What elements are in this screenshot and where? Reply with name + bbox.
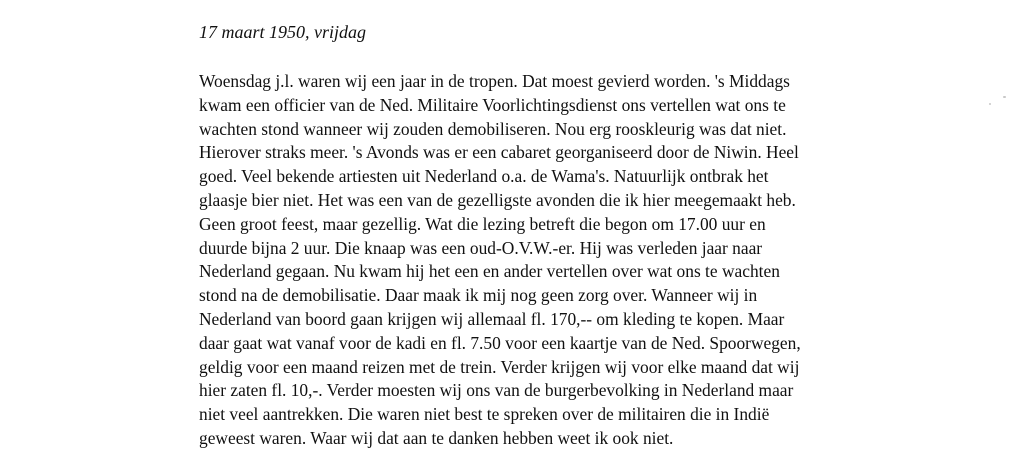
text-line: geldig voor een maand reizen met de trein. Verder krijgen wij voor elke maand dat wij (199, 356, 800, 377)
text-line: kwam een officier van de Ned. Militaire Voorlichtingsdienst ons vertellen wat ons te (199, 94, 786, 115)
diary-entry-body (199, 70, 999, 451)
diary-date-heading: 17 maart 1950, vrijdag (199, 22, 367, 42)
text-line: goed. Veel bekende artiesten uit Nederland o.a. de Wama's. Natuurlijk ontbrak het (199, 166, 769, 187)
text-line: wachten stond wanneer wij zouden demobiliseren. Nou erg rooskleurig was dat niet. (199, 118, 787, 139)
text-line: Hierover straks meer. 's Avonds was er een cabaret georganiseerd door de Niwin. Heel (199, 142, 799, 163)
text-line: daar gaat wat vanaf voor de kadi en fl. 7.50 voor een kaartje van de Ned. Spoorwegen, (199, 332, 801, 353)
text-line: Nederland gegaan. Nu kwam hij het een en ander vertellen over wat ons te wachten (199, 261, 780, 282)
text-line: hier zaten fl. 10,-. Verder moesten wij ons van de burgerbevolking in Nederland maar (199, 380, 794, 401)
text-line: niet veel aantrekken. Die waren niet best te spreken over de militairen die in Indië (199, 404, 770, 425)
scan-speck (989, 103, 991, 105)
text-line: Geen groot feest, maar gezellig. Wat die lezing betreft die begon om 17.00 uur en (199, 213, 766, 234)
text-line: duurde bijna 2 uur. Die knaap was een oud-O.V.W.-er. Hij was verleden jaar naar (199, 237, 763, 258)
text-line: geweest waren. Waar wij dat aan te danken hebben weet ik ook niet. (199, 427, 674, 448)
text-line: Woensdag j.l. waren wij een jaar in de tropen. Dat moest gevierd worden. 's Middags (199, 71, 790, 91)
text-line: Nederland van boord gaan krijgen wij allemaal fl. 170,-- om kleding te kopen. Maar (199, 308, 785, 329)
text-line: glaasje bier niet. Het was een van de gezelligste avonden die ik hier meegemaakt heb. (199, 189, 796, 210)
scan-speck (1003, 96, 1006, 98)
text-line: stond na de demobilisatie. Daar maak ik mij nog geen zorg over. Wanneer wij in (199, 285, 758, 306)
